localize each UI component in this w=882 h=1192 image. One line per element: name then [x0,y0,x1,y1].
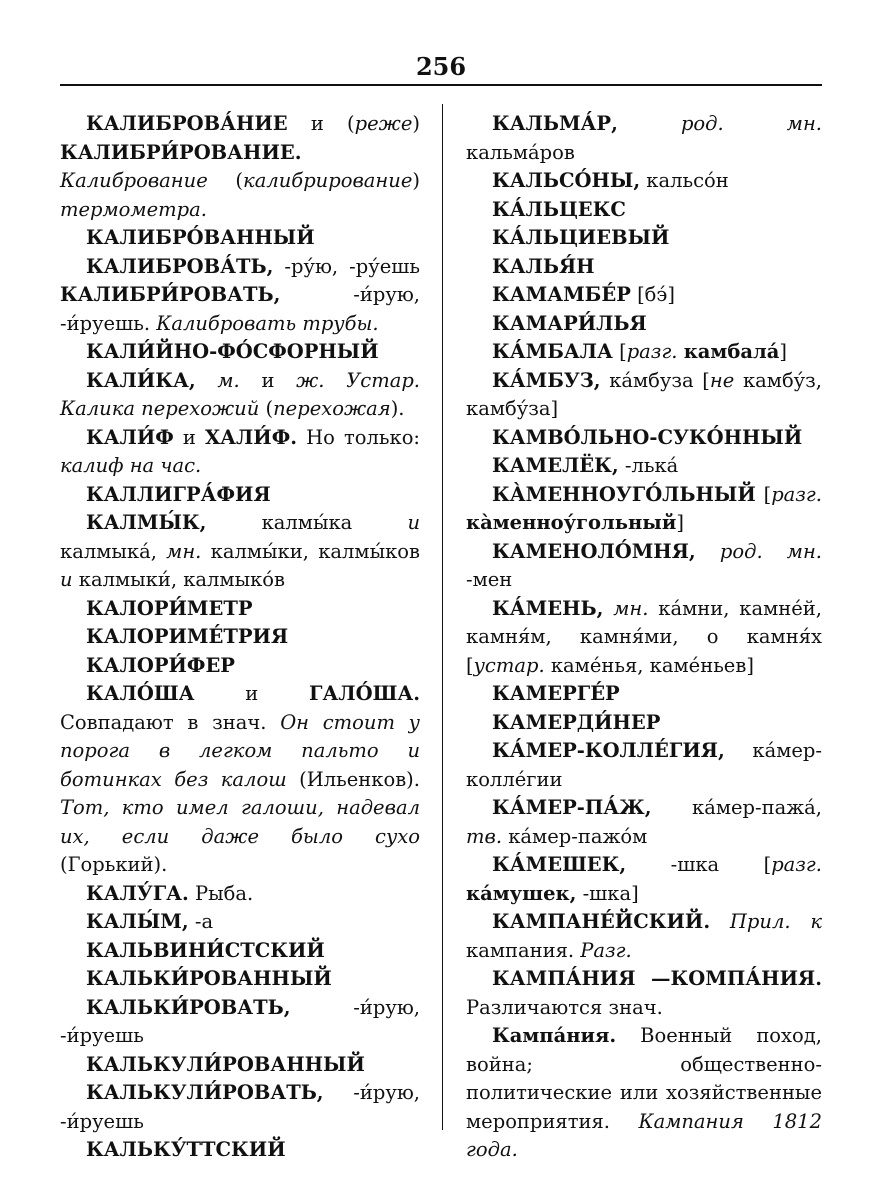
entry-text: камбу́з, камбу́за] [466,368,822,420]
entry-text: и [173,425,206,449]
italic-text: разг. [771,482,822,506]
headword: КАЛЬКУ́ТТСКИЙ [86,1138,286,1161]
headword: КАЛИ́Ф [86,425,174,449]
headword: КА́МЕР-КОЛЛЕ́ГИЯ, [492,739,725,762]
italic-text: калибрирование [243,169,413,192]
headword: КАМЕРГЕ́Р [492,682,620,705]
entry-text: калмы́ка [206,511,408,534]
italic-text: не [709,368,735,392]
dictionary-entry [466,310,822,339]
headword: КАЛЬСО́НЫ, [492,169,641,192]
headword: КАМАМБЕ́Р [492,283,631,306]
italic-text: род. мн. [680,112,822,135]
headword: КАЛИБРО́ВАННЫЙ [86,226,315,249]
headword: КАЛОРИ́МЕТР [86,596,253,620]
dictionary-entry [60,1136,420,1165]
italic-text: мн. [613,596,649,620]
headword: КАМАРИ́ЛЬЯ [492,311,647,335]
dictionary-entry [60,1051,420,1080]
italic-text: перехожая [273,397,391,420]
dictionary-entry [466,196,822,225]
italic-text: тв. [466,824,503,848]
entry-text [710,910,730,933]
entry-text: Рыба. [188,881,254,905]
headword: КА́МЕШЕК, [492,853,627,876]
headword: КАЛЬМА́Р, [492,112,618,135]
headword: КА́ЛЬЦЕКС [492,197,626,221]
headword: КАЛЬКУЛИ́РОВАННЫЙ [86,1052,365,1076]
entry-text: ). [390,397,405,420]
headword: КАЛО́ША [86,682,195,705]
dictionary-entry [466,737,822,794]
headword: КА́ЛЬЦИЕВЫЙ [492,226,670,249]
italic-text: калиф на час. [60,454,202,477]
dictionary-entry [60,110,420,224]
headword: КАЛОРИ́ФЕР [86,653,235,677]
entry-text: (Горький). [60,853,168,876]
dictionary-entry [60,481,420,510]
entry-text: кальсо́н [640,169,729,192]
dictionary-entry [466,794,822,851]
entry-text: -и́рую, -и́руешь. [60,283,420,335]
dictionary-entry [60,1079,420,1136]
entry-text: Различаются знач. [466,995,663,1019]
entry-text: -а [188,910,214,933]
italic-text: разг. [771,853,822,876]
headword: ХАЛИ́Ф. [205,425,297,449]
entry-text: Совпадают в знач. [60,710,281,734]
entry-text: Но только: [297,425,420,449]
entry-text: [ [755,482,772,506]
headword: КА́МЕР-ПА́Ж, [492,796,652,819]
entry-text: ) [412,169,420,192]
headword: КАМПА́НИЯ —КОМПА́НИЯ. [492,967,822,990]
entry-text [603,597,613,620]
headword: КАЛОРИМЕ́ТРИЯ [86,625,289,648]
dictionary-entry [466,338,822,367]
italic-text: мн. [166,539,202,563]
entry-text: -шка] [576,881,639,905]
headword: КАЛЬКИ́РОВАТЬ, [86,995,291,1019]
entry-text: кальма́ров [466,140,575,164]
dictionary-entry [60,937,420,966]
entry-text: калмы́ки, калмы́ков [201,539,420,563]
dictionary-entry [466,965,822,1022]
italic-text: разг. [626,340,678,363]
dictionary-entry [466,595,822,681]
dictionary-entry [60,994,420,1051]
entry-text: каме́нья, каме́ньев] [544,653,754,677]
dictionary-entry [466,481,822,538]
italic-text: Разг. [580,938,632,962]
headword: КАЛИ́КА, [86,368,196,392]
headword: КАЛЬВИНИ́СТСКИЙ [86,938,325,962]
headword: КАЛИБРИ́РОВАТЬ, [60,283,281,306]
headword: КАЛЛИГРА́ФИЯ [86,482,271,506]
entry-text [696,540,720,563]
entry-text: ка́мер-пажо́м [502,824,648,848]
dictionary-entry [466,851,822,908]
italic-text: и [407,511,420,534]
entry-text: -ру́ю, -ру́ешь [273,254,420,278]
dictionary-entry [60,880,420,909]
italic-text: устар. [473,653,545,677]
italic-text: Кампания 1812 года. [466,1109,822,1161]
entry-text: ] [779,340,788,363]
headword: КАЛИБРИ́РОВАНИЕ. [60,140,302,164]
header-rule [60,84,822,86]
headword: КАЛЬКУЛИ́РОВАТЬ, [86,1081,324,1104]
headword: ка̀менноу́гольный [466,511,677,534]
entry-text: [ [612,340,627,363]
headword: КАЛИ́ЙНО-ФО́СФОРНЫЙ [86,340,379,363]
italic-text: м. [217,368,240,392]
headword: КАМЕНОЛО́МНЯ, [492,539,696,563]
entry-text: и [239,368,297,392]
dictionary-entry [60,623,420,652]
dictionary-entry [60,424,420,481]
italic-text: Калибрование [60,169,208,192]
headword: КАМЕЛЁК, [492,454,619,477]
headword: КАЛЬКИ́РОВАННЫЙ [86,967,332,990]
dictionary-entry [466,538,822,595]
dictionary-entry [60,652,420,681]
dictionary-entry [466,224,822,253]
dictionary-entry [60,908,420,937]
italic-text: Он стоит у порога в легком пальто и ботинках без калош [60,710,420,791]
headword: камбала́ [683,340,780,363]
headword: КА̀МЕННОУГО́ЛЬНЫЙ [492,482,756,506]
left-column [60,110,420,1165]
headword: КАЛЬЯ́Н [492,254,595,278]
right-column [466,110,822,1165]
dictionary-entry [466,253,822,282]
dictionary-entry [60,595,420,624]
entry-text: -шка [ [626,853,772,876]
headword: КАЛИБРОВА́ТЬ, [86,254,274,278]
entry-text: ка́мер-колле́гии [466,739,822,791]
headword: КА́МЕНЬ, [492,596,604,620]
entry-text: ( [259,397,274,420]
dictionary-entry [466,680,822,709]
dictionary-entry [466,1022,822,1165]
italic-text: Тот, кто имел галоши, надевал их, если даже было сухо [60,796,420,848]
headword: КАМПАНЕ́ЙСКИЙ. [492,910,711,933]
dictionary-entry [466,424,822,453]
headword: КА́МБАЛА [492,340,613,363]
entry-text: ) [412,112,420,135]
entry-text: Военный поход, война; общественно-политические или хозяйственные мероприятия. [466,1024,822,1133]
entry-text: ка́мер-пажа́, [651,796,822,819]
entry-text: и [194,682,310,705]
entry-text: ка́мбуза [ [600,368,710,392]
entry-text: -и́рую, -и́руешь [60,1081,420,1133]
dictionary-entry [466,110,822,167]
entry-text: -мен [466,568,513,591]
dictionary-entry [60,965,420,994]
column-divider [442,104,443,1130]
entry-text: ка́мни, камне́й, камня́м, камня́ми, о камня́х [ [466,596,822,677]
entry-text: калмыки́, калмыко́в [72,568,286,591]
italic-text: ж. Устар. Калика перехожий [60,368,420,420]
italic-text: род. мн. [719,539,822,563]
dictionary-entry [60,680,420,880]
entry-text: и ( [287,112,355,135]
headword: КАМВО́ЛЬНО-СУКО́ННЫЙ [492,425,803,449]
headword: КАМЕРДИ́НЕР [492,710,661,734]
entry-text: калмыка́, [60,539,167,563]
entry-text: -лька́ [618,454,679,477]
dictionary-entry [60,367,420,424]
entry-text [618,112,681,135]
dictionary-entry [466,452,822,481]
entry-text [196,369,218,392]
italic-text: реже [354,112,413,135]
dictionary-entry [60,224,420,253]
dictionary-entry [60,509,420,595]
italic-text: и [60,568,73,591]
headword: КАЛЫ́М, [86,910,189,933]
entry-text: [бэ́] [630,283,675,306]
dictionary-entry [466,281,822,310]
entry-text: -и́рую, -и́руешь [60,995,420,1047]
headword: КАЛУ́ГА. [86,881,189,905]
dictionary-entry [60,338,420,367]
headword: КА́МБУЗ, [492,368,601,392]
entry-text: ( [207,169,244,192]
dictionary-entry [466,709,822,738]
headword: ГАЛО́ША. [309,682,420,705]
dictionary-entry [466,167,822,196]
italic-text: Прил. к [729,910,822,933]
italic-text: Калибровать трубы. [156,311,379,335]
headword: Кампа́ния. [492,1024,617,1047]
headword: ка́мушек, [466,881,577,905]
entry-text: ] [676,511,684,534]
dictionary-entry [466,908,822,965]
headword: КАЛИБРОВА́НИЕ [86,112,288,135]
dictionary-entry [60,253,420,339]
page-number: 256 [415,52,467,81]
headword: КАЛМЫ́К, [86,511,207,534]
entry-text: кампания. [466,938,581,962]
italic-text: термометра. [60,197,207,221]
dictionary-entry [466,367,822,424]
entry-text: (Ильенков). [286,767,420,791]
